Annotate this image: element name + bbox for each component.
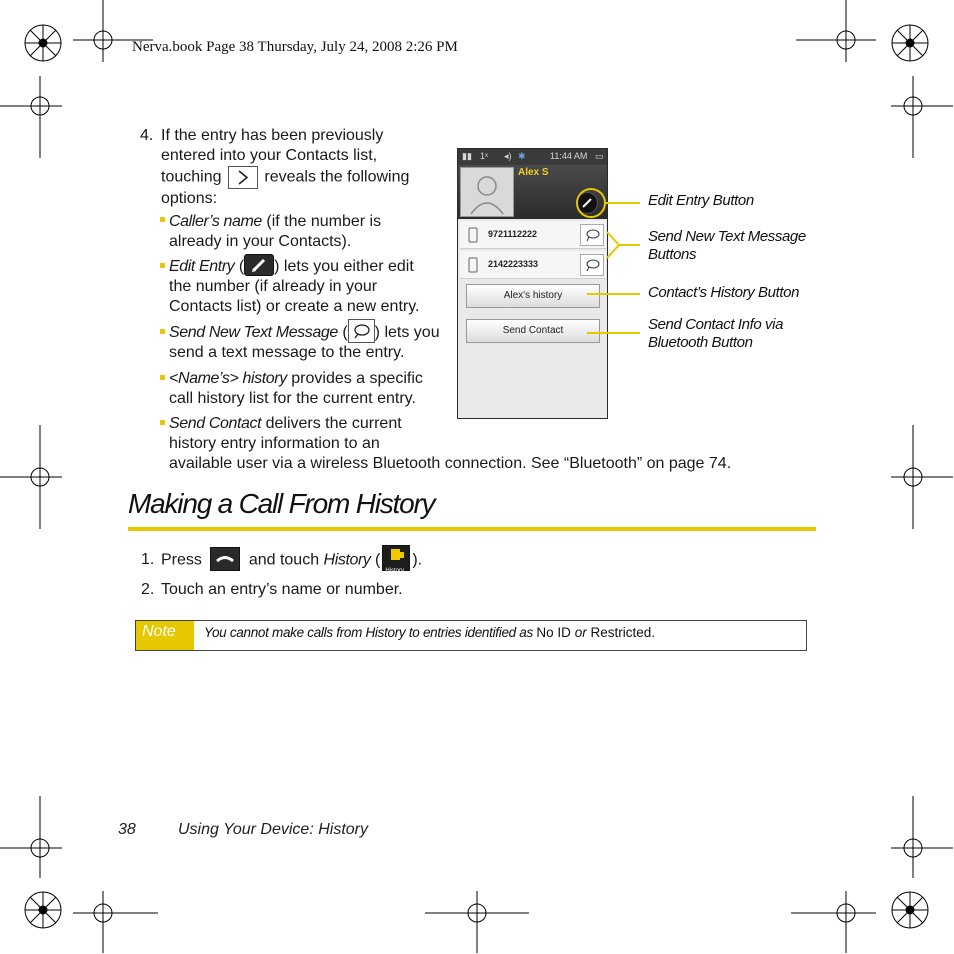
bullet-text: ) lets you either edit: [274, 258, 414, 275]
bullet-term: Send Contact: [169, 415, 262, 432]
note-box: [135, 620, 807, 651]
callout-send-text: [648, 228, 806, 264]
section-title: Making a Call From History: [128, 488, 435, 519]
step-4-line: entered into your Contacts list,: [161, 147, 378, 164]
step-term: History: [323, 551, 371, 569]
phone-contact-name: Alex S: [518, 167, 549, 178]
bluetooth-icon: ✱: [518, 151, 526, 161]
note-text: [204, 625, 655, 640]
note-term: Restricted: [590, 625, 652, 640]
bullet-text: call history list for the current entry.: [169, 390, 416, 407]
step-4-number: 4.: [140, 127, 154, 144]
step-4-line-part: touching: [161, 168, 222, 186]
callout-line: Buttons: [648, 246, 697, 263]
battery-icon: ▭: [595, 151, 604, 161]
bullet-term: Caller’s name: [169, 213, 262, 230]
callout-edit-entry: Edit Entry Button: [648, 192, 754, 209]
note-text-part: or: [570, 625, 591, 640]
note-text-part: You cannot make calls from History to entries identified as: [204, 625, 537, 640]
bullet-text: history entry information to an: [169, 435, 380, 452]
section-rule: [128, 527, 816, 531]
step-2-text: Touch an entry’s name or number.: [161, 581, 403, 598]
step-text: (: [370, 551, 381, 569]
bullet-text: the number (if already in your: [169, 278, 378, 295]
step-4-line: If the entry has been previously: [161, 127, 384, 144]
callout-line: Send New Text Message: [648, 228, 806, 245]
status-time: 11:44 AM: [550, 151, 588, 161]
bullet-text: ) lets you: [374, 324, 440, 342]
step-text: Press: [161, 551, 202, 569]
note-text-part: .: [651, 625, 655, 640]
bullet-term: Edit Entry: [169, 258, 235, 275]
bullet-text: Contacts list) or create a new entry.: [169, 298, 420, 315]
note-label: Note: [136, 621, 194, 650]
bullet-text: delivers the current: [261, 415, 402, 432]
bullet-text: already in your Contacts).: [169, 233, 352, 250]
step-1-number: 1.: [141, 551, 155, 568]
note-term: No ID: [536, 625, 571, 640]
step-2-number: 2.: [141, 581, 155, 598]
phone-history-button[interactable]: Alex's history: [466, 284, 600, 308]
network-icon: 1ˣ: [480, 151, 488, 161]
bullet-text: (: [337, 324, 348, 342]
callout-line: Bluetooth Button: [648, 334, 753, 351]
step-text: and touch: [248, 551, 320, 569]
step-1-text: [161, 550, 423, 574]
bullet-text: send a text message to the entry.: [169, 344, 405, 362]
bullet-text: available user via a wireless Bluetooth connection. See “Bluetooth” on page 74.: [169, 455, 732, 472]
bullet-term: Send New Text Message: [169, 324, 338, 342]
running-footer: Using Your Device: History: [178, 821, 368, 838]
history-app-icon: [382, 545, 410, 574]
phone-send-contact-button[interactable]: Send Contact: [466, 319, 600, 343]
bullet-text: (: [234, 258, 245, 275]
history-icon-label: History: [385, 568, 404, 574]
step-4-line: options:: [161, 190, 218, 207]
bullet-text: (if the number is: [261, 213, 382, 230]
callout-send-contact: [648, 316, 783, 352]
page-number: 38: [118, 821, 136, 838]
volume-icon: ◂): [504, 151, 512, 161]
step-4-line-part: reveals the following: [264, 168, 410, 186]
bullet-text: provides a specific: [286, 370, 423, 387]
talk-key-icon: [210, 547, 240, 571]
callout-contact-history: Contact’s History Button: [648, 284, 800, 301]
phone-number: 2142223333: [488, 259, 539, 269]
signal-icon: ▮▮: [462, 151, 472, 161]
step-text: ).: [412, 551, 423, 569]
callout-line: Send Contact Info via: [648, 316, 784, 333]
phone-number: 9721112222: [488, 229, 538, 239]
print-header: Nerva.book Page 38 Thursday, July 24, 2008 2:26 PM: [132, 39, 458, 55]
bullet-term: <Name’s> history: [169, 370, 287, 387]
